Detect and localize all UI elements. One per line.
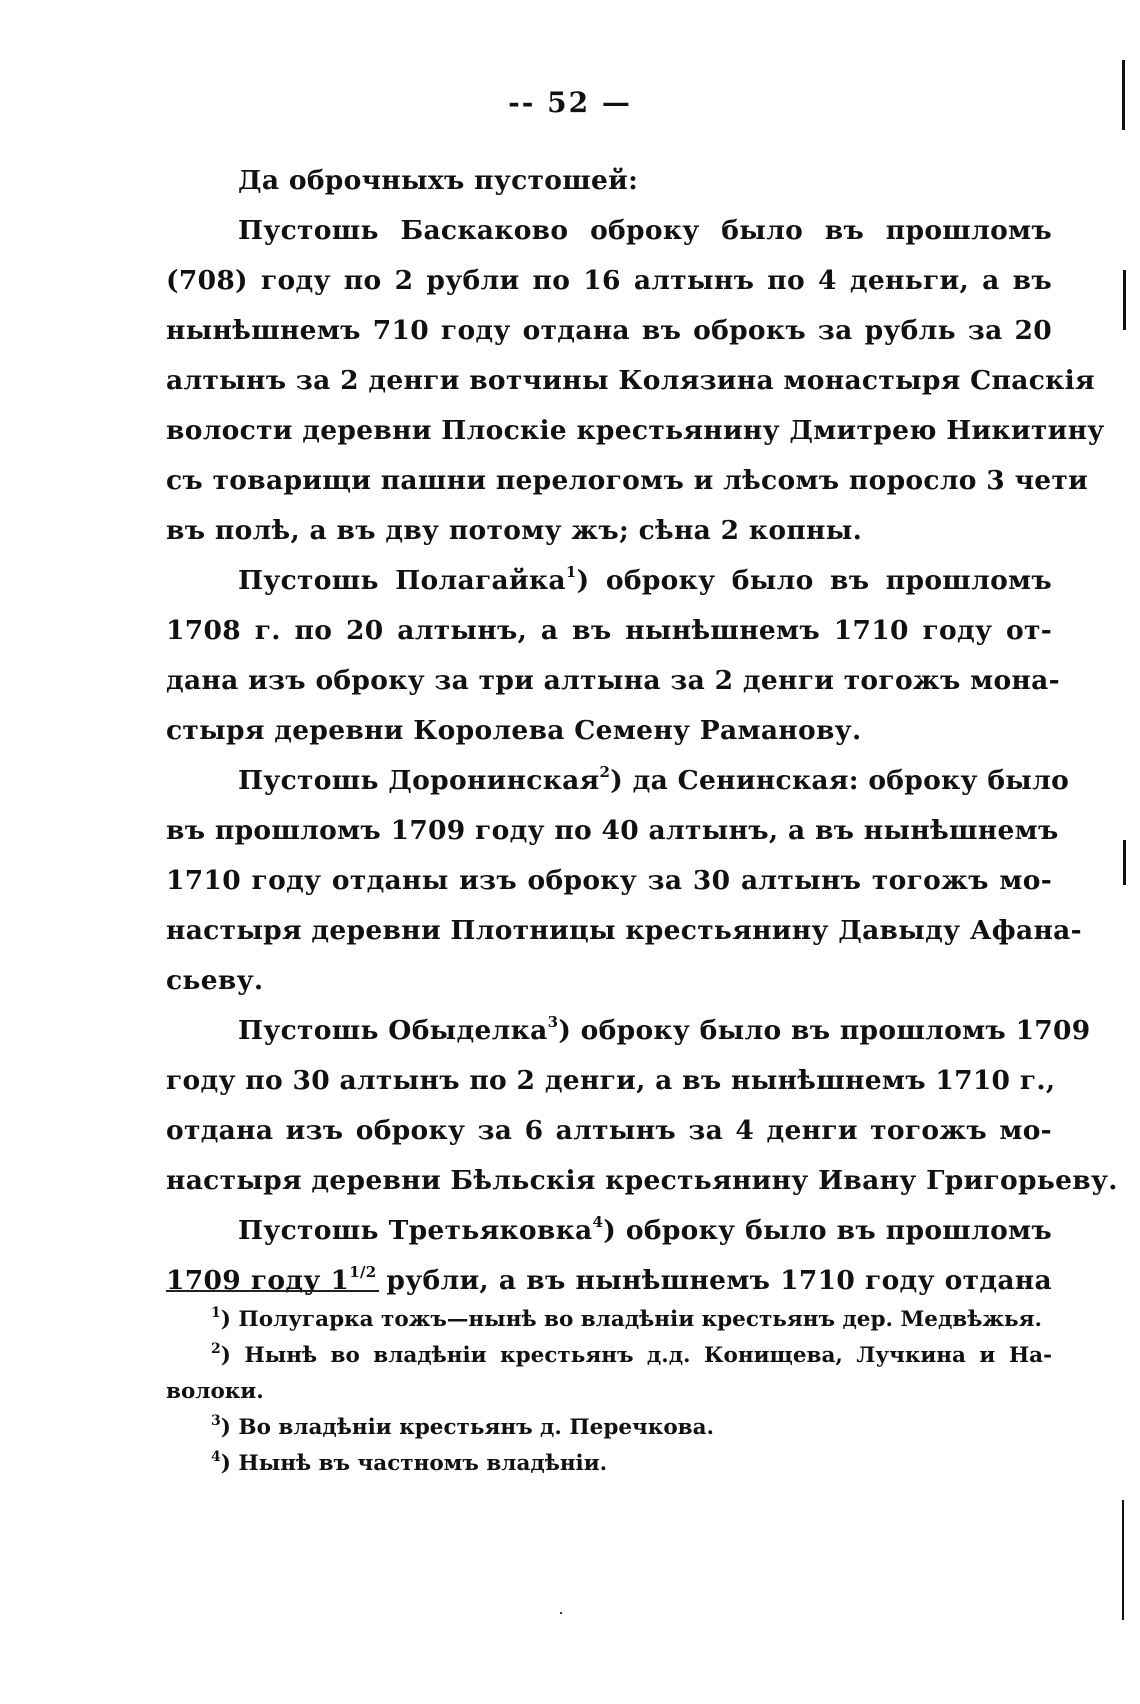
text-line: алтынъ за 2 денги вотчины Колязина монастыря Спаскія bbox=[166, 365, 1095, 396]
footnote-4 bbox=[166, 1446, 1052, 1482]
footnote-mark: 2 bbox=[211, 1341, 221, 1357]
paragraph-polagaika bbox=[166, 556, 1060, 756]
text-run: ) оброку было въ прошломъ bbox=[576, 565, 1052, 596]
text-run: ) оброку было въ прошломъ 1709 bbox=[558, 1015, 1091, 1046]
footnote-ref-2: 2 bbox=[599, 763, 611, 781]
footnote-3 bbox=[166, 1410, 1052, 1446]
text-run: Пустошь Обыделка bbox=[238, 1015, 548, 1046]
text-line: въ прошломъ 1709 году по 40 алтынъ, а въ нынѣшнемъ bbox=[166, 815, 1059, 846]
text-line bbox=[166, 556, 1052, 606]
text-run: Пустошь Доронинская bbox=[238, 765, 600, 796]
text-line: настыря деревни Плотницы крестьянину Давыду Афана- bbox=[166, 915, 1082, 946]
page-number: -- 52 — bbox=[508, 86, 632, 119]
text-line: 1710 году отданы изъ оброку за 30 алтынъ тогожъ мо- bbox=[166, 865, 1052, 896]
main-text bbox=[166, 156, 1118, 1306]
footnote-mark: 3 bbox=[211, 1413, 221, 1429]
text-run: рубли, а въ нынѣшнемъ 1710 году отдана bbox=[376, 1265, 1052, 1296]
scan-margin-mark bbox=[1123, 840, 1126, 885]
text-line: настыря деревни Бѣльскія крестьянину Ивану Григорьеву. bbox=[166, 1165, 1118, 1196]
footnote-ref-4: 4 bbox=[592, 1213, 604, 1231]
footnote-text: ) Нынѣ во владѣніи крестьянъ д.д. Конищева, Лучкина и На- bbox=[220, 1343, 1052, 1368]
footnote-text: ) Полугарка тожъ—нынѣ во владѣніи крестьянъ дер. Медвѣжья. bbox=[220, 1307, 1043, 1332]
text-line: отдана изъ оброку за 6 алтынъ за 4 денги тогожъ мо- bbox=[166, 1115, 1052, 1146]
footnote-mark: 4 bbox=[211, 1449, 221, 1465]
scan-margin-mark bbox=[1123, 270, 1126, 330]
text-line bbox=[166, 1006, 1091, 1056]
text-line: дана изъ оброку за три алтына за 2 денги тогожъ мона- bbox=[166, 665, 1060, 696]
text-run: ) да Сенинская: оброку было bbox=[610, 765, 1070, 796]
text-line: съ товарищи пашни перелогомъ и лѣсомъ поросло 3 чети bbox=[166, 465, 1089, 496]
text-run: Пустошь Третьяковка bbox=[238, 1215, 593, 1246]
text-line: году по 30 алтынъ по 2 денги, а въ нынѣшнемъ 1710 г., bbox=[166, 1065, 1056, 1096]
scan-margin-mark bbox=[1122, 60, 1125, 130]
footnotes bbox=[166, 1302, 1052, 1482]
footnote-ref-1: 1 bbox=[565, 563, 577, 581]
text-line: Пустошь Баскаково оброку было въ прошломъ bbox=[238, 215, 1052, 246]
text-line: волости деревни Плоскіе крестьянину Дмитрею Никитину bbox=[166, 415, 1105, 446]
text-line bbox=[166, 756, 1070, 806]
footnote-mark: 1 bbox=[211, 1305, 221, 1321]
footnote-2 bbox=[166, 1338, 1052, 1374]
footnote-1 bbox=[166, 1302, 1052, 1338]
scan-speck bbox=[560, 1612, 562, 1614]
text-line bbox=[166, 1256, 1052, 1306]
text-run: 1709 году 1 bbox=[166, 1265, 350, 1296]
footnote-divider bbox=[166, 1290, 379, 1292]
text-line: въ полѣ, а въ дву потому жъ; сѣна 2 копны. bbox=[166, 515, 863, 546]
text-line: (708) году по 2 рубли по 16 алтынъ по 4 деньги, а въ bbox=[166, 265, 1052, 296]
paragraph-doroninskaya bbox=[166, 756, 1082, 1006]
paragraph-baskakovo bbox=[166, 206, 1105, 556]
paragraph-obydelka bbox=[166, 1006, 1118, 1206]
footnote-ref-3: 3 bbox=[547, 1013, 559, 1031]
text-line bbox=[166, 1206, 1052, 1256]
footnote-text: ) Нынѣ въ частномъ владѣніи. bbox=[220, 1451, 608, 1476]
text-line: стыря деревни Королева Семену Раманову. bbox=[166, 715, 862, 746]
footnote-2-continuation: волоки. bbox=[166, 1379, 264, 1404]
fraction: 1/2 bbox=[349, 1263, 377, 1281]
footnote-text: ) Во владѣніи крестьянъ д. Перечкова. bbox=[220, 1415, 715, 1440]
text-line: сьеву. bbox=[166, 965, 264, 996]
text-run: ) оброку было въ прошломъ bbox=[603, 1215, 1052, 1246]
section-heading: Да оброчныхъ пустошей: bbox=[238, 165, 639, 196]
text-line: нынѣшнемъ 710 году отдана въ оброкъ за рубль за 20 bbox=[166, 315, 1052, 346]
scan-margin-mark bbox=[1122, 1500, 1124, 1620]
text-run: Пустошь Полагайка bbox=[238, 565, 566, 596]
text-line: 1708 г. по 20 алтынъ, а въ нынѣшнемъ 1710 году от- bbox=[166, 615, 1052, 646]
